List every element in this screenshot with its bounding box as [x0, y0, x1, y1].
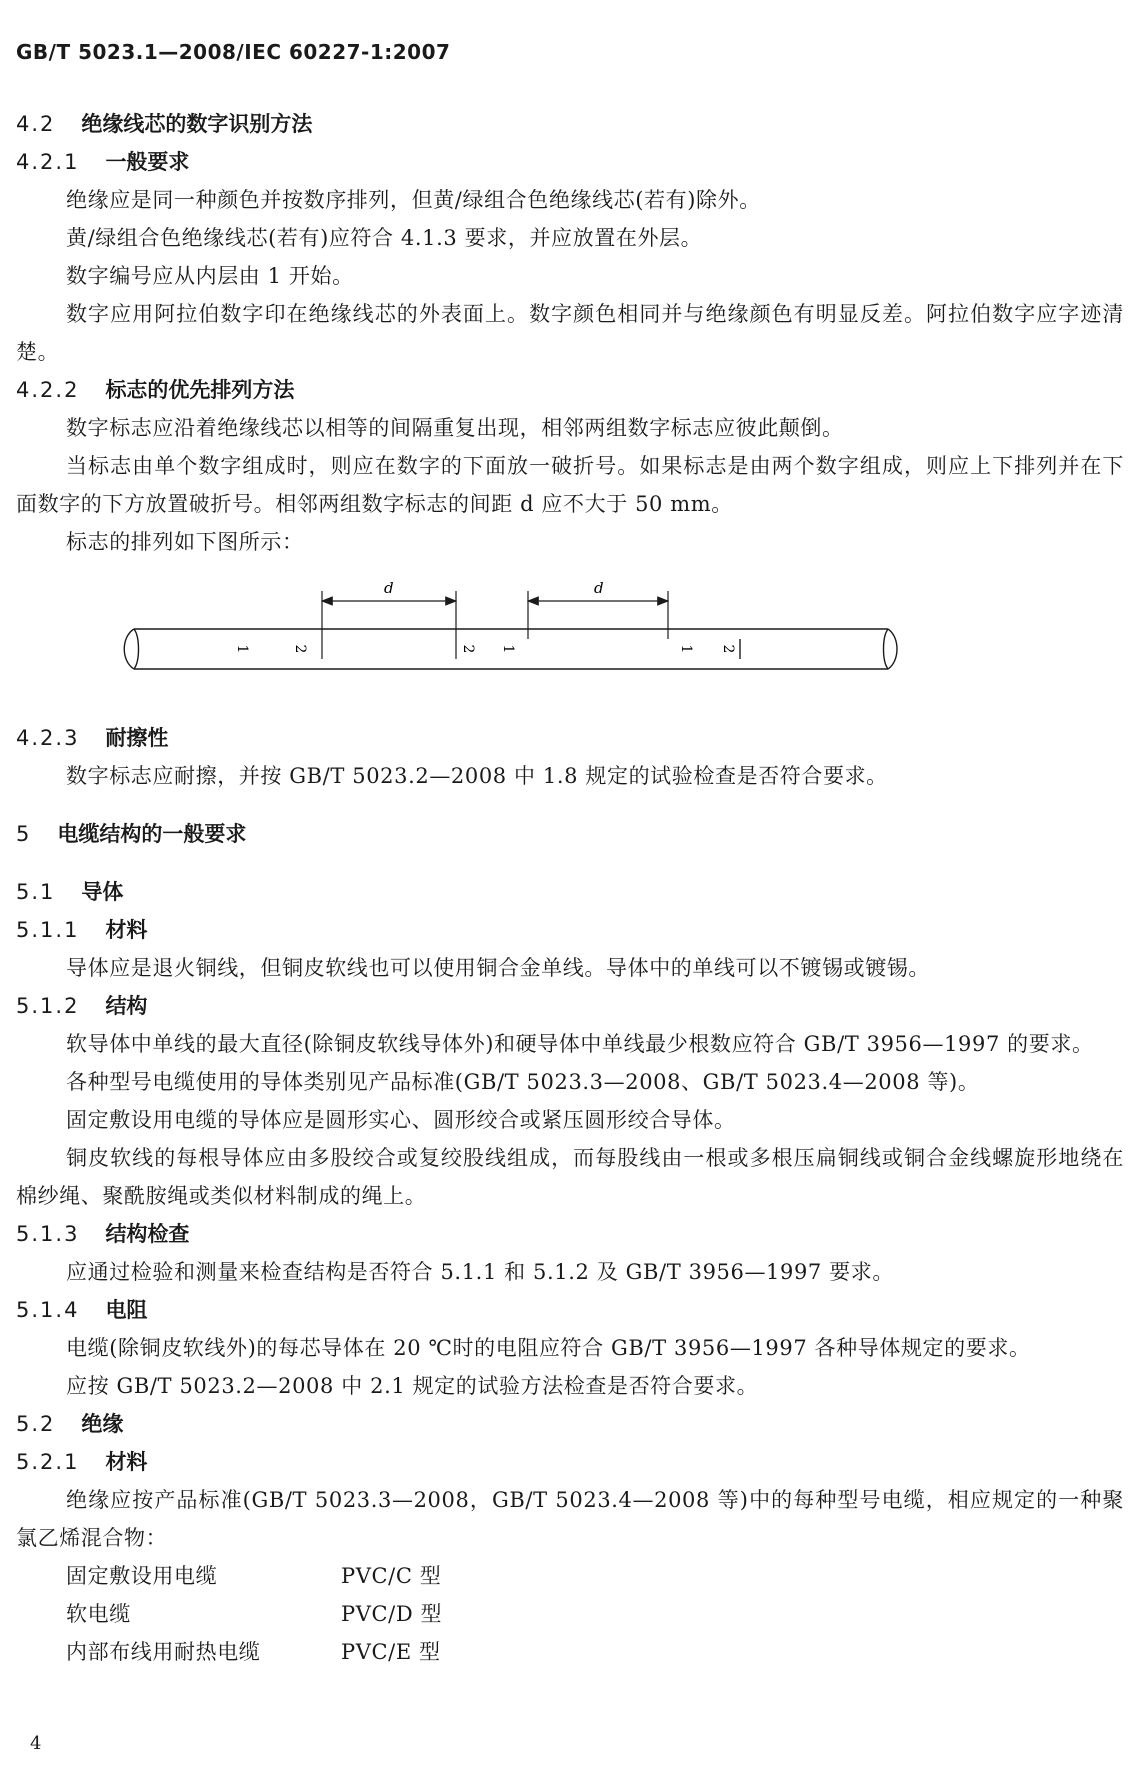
heading-5-2: 5.2 绝缘 [16, 1412, 124, 1436]
heading-5-1-2: 5.1.2 结构 [16, 994, 148, 1018]
standard-header: GB/T 5023.1—2008/IEC 60227-1:2007 [16, 40, 451, 64]
paragraph: 黄/绿组合色绝缘线芯(若有)应符合 4.1.3 要求，并应放置在外层。 [66, 226, 703, 250]
cable-usage: 固定敷设用电缆 [66, 1564, 218, 1588]
heading-5-1-1: 5.1.1 材料 [16, 918, 148, 942]
heading-5-2-1: 5.2.1 材料 [16, 1450, 148, 1474]
heading-4-2-1: 4.2.1 一般要求 [16, 150, 190, 174]
heading-5-1-3: 5.1.3 结构检查 [16, 1222, 190, 1246]
marking-digit: 1 [500, 644, 516, 654]
paragraph: 数字标志应沿着绝缘线芯以相等的间隔重复出现，相邻两组数字标志应彼此颠倒。 [66, 416, 844, 440]
marking-arrangement-figure [16, 569, 1124, 719]
paragraph: 导体应是退火铜线，但铜皮软线也可以使用铜合金单线。导体中的单线可以不镀锡或镀锡。 [66, 956, 930, 980]
compound-type: PVC/D 型 [341, 1602, 443, 1626]
marking-digit: 1 [234, 644, 250, 654]
paragraph: 绝缘应按产品标准(GB/T 5023.3—2008，GB/T 5023.4—2008 等)中的每种型号电缆，相应规定的一种聚氯乙烯混合物： [16, 1488, 1124, 1550]
paragraph: 应通过检验和测量来检查结构是否符合 5.1.1 和 5.1.2 及 GB/T 3956—1997 要求。 [66, 1260, 894, 1284]
heading-4-2: 4.2 绝缘线芯的数字识别方法 [16, 112, 313, 136]
marking-digit: 2 [460, 644, 476, 654]
compound-type: PVC/C 型 [341, 1564, 442, 1588]
compound-list-item [16, 1557, 1124, 1595]
marking-digit: 2 [720, 644, 736, 654]
dimension-label-d: d [384, 579, 394, 597]
heading-5-1: 5.1 导体 [16, 880, 124, 904]
document-body [16, 105, 1124, 1671]
paragraph: 绝缘应是同一种颜色并按数序排列，但黄/绿组合色绝缘线芯(若有)除外。 [66, 188, 761, 212]
paragraph: 当标志由单个数字组成时，则应在数字的下面放一破折号。如果标志是由两个数字组成，则应上下排列并在下面数字的下方放置破折号。相邻两组数字标志的间距 d 应不大于 50 mm。 [16, 454, 1124, 516]
page-number: 4 [30, 1733, 42, 1754]
heading-5-1-4: 5.1.4 电阻 [16, 1298, 148, 1322]
dimension-label-d: d [594, 579, 604, 597]
cable-usage: 内部布线用耐热电缆 [66, 1640, 261, 1664]
heading-4-2-3: 4.2.3 耐擦性 [16, 726, 169, 750]
paragraph: 电缆(除铜皮软线外)的每芯导体在 20 ℃时的电阻应符合 GB/T 3956—1997 各种导体规定的要求。 [66, 1336, 1031, 1360]
cable-usage: 软电缆 [66, 1602, 131, 1626]
compound-list-item [16, 1633, 1124, 1671]
paragraph: 应按 GB/T 5023.2—2008 中 2.1 规定的试验方法检查是否符合要求。 [66, 1374, 759, 1398]
compound-type: PVC/E 型 [341, 1640, 441, 1664]
compound-list-item [16, 1595, 1124, 1633]
paragraph: 数字标志应耐擦，并按 GB/T 5023.2—2008 中 1.8 规定的试验检查是否符合要求。 [66, 764, 888, 788]
paragraph: 铜皮软线的每根导体应由多股绞合或复绞股线组成，而每股线由一根或多根压扁铜线或铜合金线螺旋形地绕在棉纱绳、聚酰胺绳或类似材料制成的绳上。 [16, 1146, 1124, 1208]
paragraph: 标志的排列如下图所示： [66, 530, 304, 554]
paragraph: 各种型号电缆使用的导体类别见产品标准(GB/T 5023.3—2008、GB/T 5023.4—2008 等)。 [66, 1070, 980, 1094]
marking-digit: 2 [292, 644, 308, 654]
heading-5: 5 电缆结构的一般要求 [16, 822, 247, 846]
paragraph: 数字应用阿拉伯数字印在绝缘线芯的外表面上。数字颜色相同并与绝缘颜色有明显反差。阿拉伯数字应字迹清楚。 [16, 302, 1124, 364]
core-marking-diagram [16, 569, 1124, 719]
paragraph: 数字编号应从内层由 1 开始。 [66, 264, 354, 288]
marking-digit: 1 [678, 644, 694, 654]
paragraph: 软导体中单线的最大直径(除铜皮软线导体外)和硬导体中单线最少根数应符合 GB/T 3956—1997 的要求。 [66, 1032, 1094, 1056]
heading-4-2-2: 4.2.2 标志的优先排列方法 [16, 378, 295, 402]
paragraph: 固定敷设用电缆的导体应是圆形实心、圆形绞合或紧压圆形绞合导体。 [66, 1108, 736, 1132]
